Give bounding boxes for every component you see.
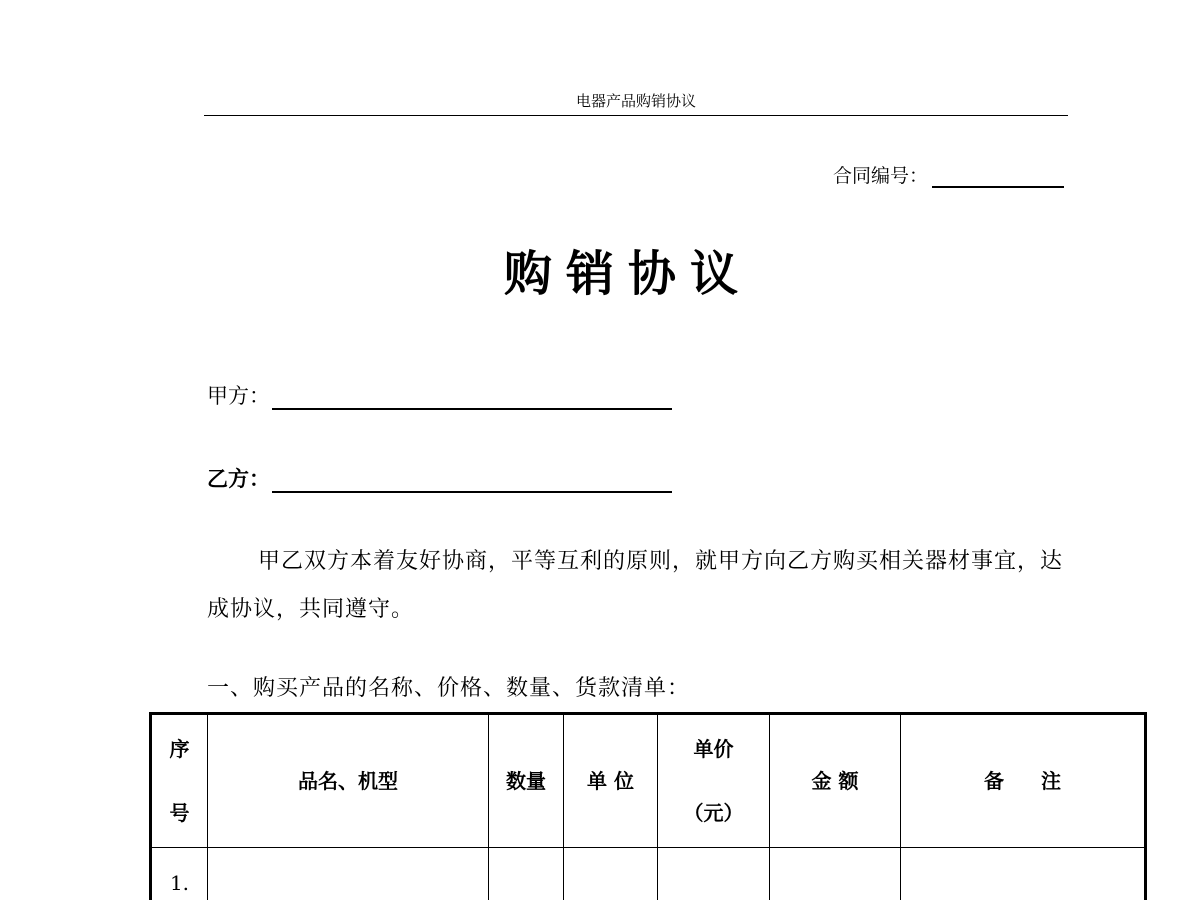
party-b-label: 乙方：	[207, 467, 270, 491]
row-index: 1.	[151, 848, 208, 900]
row-name-cell[interactable]	[208, 848, 489, 900]
col-header-quantity: 数量	[489, 714, 564, 848]
contract-number-label: 合同编号：	[832, 165, 928, 187]
row-quantity-cell[interactable]	[489, 848, 564, 900]
intro-paragraph: 甲乙双方本着友好协商，平等互利的原则，就甲方向乙方购买相关器材事宜，达成协议，共同遵守。	[207, 549, 1064, 622]
party-a-blank[interactable]	[272, 384, 672, 410]
goods-table	[149, 712, 1147, 900]
col-header-unit-price: 单价 （元）	[658, 714, 770, 848]
col-header-unit: 单 位	[564, 714, 658, 848]
row-unit-cell[interactable]	[564, 848, 658, 900]
row-unit-price-cell[interactable]	[658, 848, 770, 900]
party-a-label: 甲方：	[207, 384, 270, 408]
running-header: 电器产品购销协议	[204, 88, 1068, 116]
table-row	[151, 848, 1146, 900]
table-header-row	[151, 714, 1146, 848]
col-header-name: 品名、机型	[208, 714, 489, 848]
col-header-remarks: 备 注	[901, 714, 1146, 848]
section-1-heading: 一、购买产品的名称、价格、数量、货款清单：	[207, 676, 691, 701]
party-b	[207, 463, 672, 493]
party-a	[207, 380, 672, 410]
contract-number-blank[interactable]	[932, 164, 1064, 188]
document-title: 购销协议	[503, 246, 752, 302]
row-remarks-cell[interactable]	[901, 848, 1146, 900]
col-header-amount: 金 额	[770, 714, 901, 848]
row-amount-cell[interactable]	[770, 848, 901, 900]
party-b-blank[interactable]	[272, 467, 672, 493]
col-header-index: 序 号	[151, 714, 208, 848]
contract-number	[833, 164, 1064, 188]
